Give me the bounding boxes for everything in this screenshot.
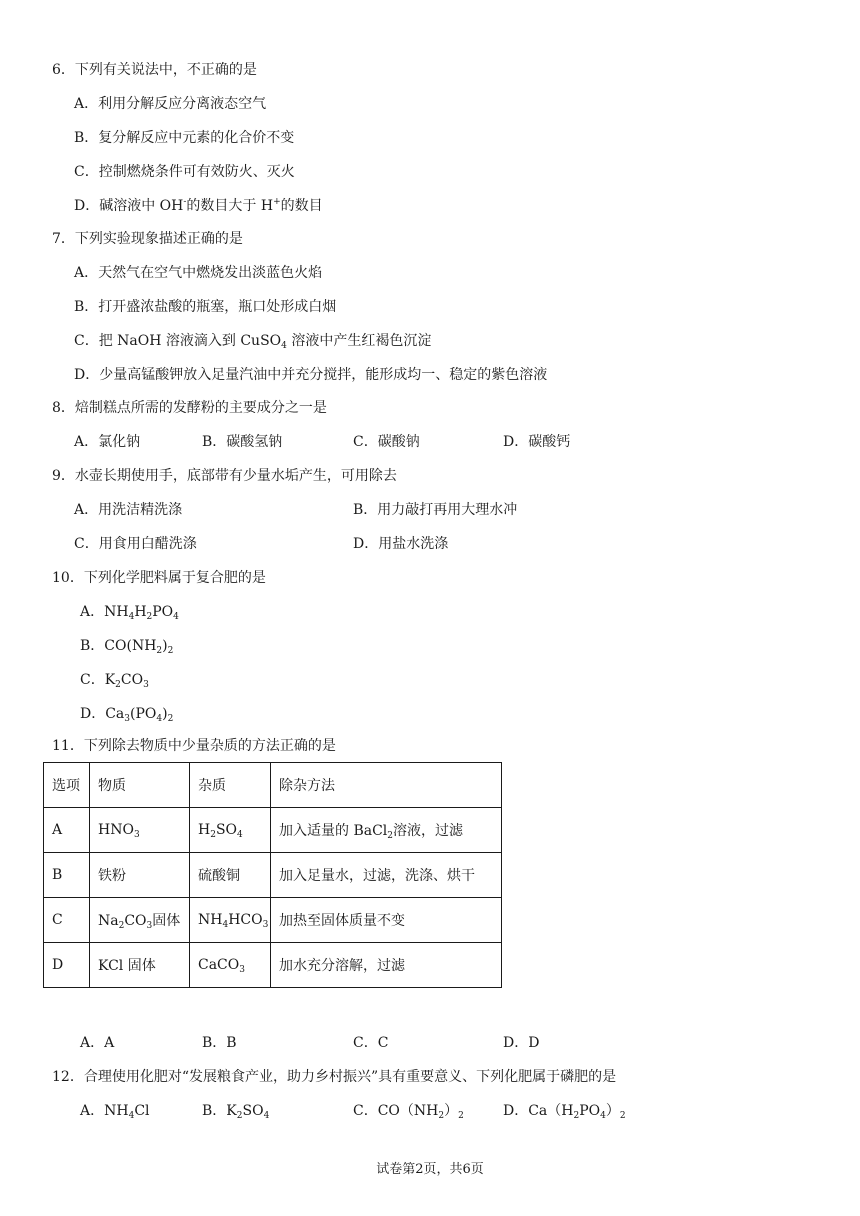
question-7-option-d: D．少量高锰酸钾放入足量汽油中并充分搅拌，能形成均一、稳定的紫色溶液 xyxy=(74,367,548,383)
question-8-options xyxy=(0,432,860,452)
table-header-cell: 杂质 xyxy=(190,763,271,808)
table-cell-substance: 铁粉 xyxy=(90,853,190,898)
table-cell-method: 加热至固体质量不变 xyxy=(271,898,502,943)
question-10-option-c: C．$K_2CO_3$ xyxy=(80,672,149,690)
question-8-option-b: B．碳酸氢钠 xyxy=(202,434,283,450)
question-11-option-a: A．A xyxy=(80,1035,115,1051)
question-7-option-b: B．打开盛浓盐酸的瓶塞，瓶口处形成白烟 xyxy=(74,299,337,315)
table-cell-impurity: $NH_4HCO_3$ xyxy=(190,898,271,943)
question-11-options xyxy=(0,1033,860,1053)
question-8-option-d: D．碳酸钙 xyxy=(503,434,571,450)
table-header-cell: 选项 xyxy=(44,763,90,808)
question-12-option-a: A．$NH_4Cl$ xyxy=(80,1103,150,1121)
table-header-cell: 物质 xyxy=(90,763,190,808)
question-7-stem: 7．下列实验现象描述正确的是 xyxy=(52,231,243,247)
question-8-option-a: A．氯化钠 xyxy=(74,434,141,450)
table-row xyxy=(44,898,502,943)
question-9-options-row1 xyxy=(0,500,860,520)
question-9-option-a: A．用洗洁精洗涤 xyxy=(74,502,183,518)
question-12-option-b: B．$K_2SO_4$ xyxy=(202,1103,270,1121)
question-9-options-row2 xyxy=(0,534,860,554)
table-cell-impurity: CaCO$_3$ xyxy=(190,943,271,988)
table-cell-impurity: $H_2SO_4$ xyxy=(190,808,271,853)
page-footer: 试卷第2页，共6页 xyxy=(376,1162,484,1177)
question-12-option-c: C．$CO(NH_2)_2$ xyxy=(353,1103,464,1121)
question-6-option-c: C．控制燃烧条件可有效防火、灭火 xyxy=(74,164,295,180)
question-11-option-c: C．C xyxy=(353,1035,389,1051)
question-12-option-d: D．$Ca(H_2PO_4)_2$ xyxy=(503,1103,626,1121)
question-12-stem: 12．合理使用化肥对“发展粮食产业，助力乡村振兴”具有重要意义、下列化肥属于磷肥的是 xyxy=(52,1069,617,1085)
question-6-option-b: B．复分解反应中元素的化合价不变 xyxy=(74,130,295,146)
question-8-option-c: C．碳酸钠 xyxy=(353,434,420,450)
table-cell-substance: $Na_2CO_3$固体 xyxy=(90,898,190,943)
question-10-option-b: B．$CO(NH_2)_2$ xyxy=(80,638,174,656)
table-row xyxy=(44,853,502,898)
question-10-stem: 10．下列化学肥料属于复合肥的是 xyxy=(52,570,266,586)
table-cell-impurity: 硫酸铜 xyxy=(190,853,271,898)
table-cell-substance: $HNO_3$ xyxy=(90,808,190,853)
question-7-option-a: A．天然气在空气中燃烧发出淡蓝色火焰 xyxy=(74,265,323,281)
table-cell-option: C xyxy=(44,898,90,943)
table-cell-method: 加入适量的 BaCl$_2$溶液，过滤 xyxy=(271,808,502,853)
table-cell-option: B xyxy=(44,853,90,898)
question-10-option-d: D．$Ca_3(PO_4)_2$ xyxy=(80,706,174,724)
question-9-option-d: D．用盐水洗涤 xyxy=(353,536,449,552)
question-11-stem: 11．下列除去物质中少量杂质的方法正确的是 xyxy=(52,738,336,754)
question-11-table xyxy=(43,762,502,988)
table-cell-method: 加入足量水，过滤，洗涤、烘干 xyxy=(271,853,502,898)
table-header-row xyxy=(44,763,502,808)
table-cell-substance: KCl 固体 xyxy=(90,943,190,988)
table-cell-option: A xyxy=(44,808,90,853)
question-6-option-a: A．利用分解反应分离液态空气 xyxy=(74,96,267,112)
question-12-options xyxy=(0,1101,860,1121)
question-9-stem: 9．水壶长期使用手，底部带有少量水垢产生，可用除去 xyxy=(52,468,397,484)
question-6-stem: 6．下列有关说法中，不正确的是 xyxy=(52,62,257,78)
table-cell-option: D xyxy=(44,943,90,988)
question-6-option-d: D．碱溶液中 OH-的数目大于 H+的数目 xyxy=(74,197,323,214)
question-9-option-b: B．用力敲打再用大理水冲 xyxy=(353,502,518,518)
question-11-option-b: B．B xyxy=(202,1035,237,1051)
question-7-option-c: C．把 NaOH 溶液滴入到 CuSO$_4$ 溶液中产生红褐色沉淀 xyxy=(74,333,432,351)
table-row xyxy=(44,808,502,853)
question-10-option-a: A．$NH_4H_2PO_4$ xyxy=(80,604,179,622)
question-11-option-d: D．D xyxy=(503,1035,540,1051)
table-row xyxy=(44,943,502,988)
table-cell-method: 加水充分溶解，过滤 xyxy=(271,943,502,988)
table-header-cell: 除杂方法 xyxy=(271,763,502,808)
question-9-option-c: C．用食用白醋洗涤 xyxy=(74,536,197,552)
question-8-stem: 8．焙制糕点所需的发酵粉的主要成分之一是 xyxy=(52,400,327,416)
